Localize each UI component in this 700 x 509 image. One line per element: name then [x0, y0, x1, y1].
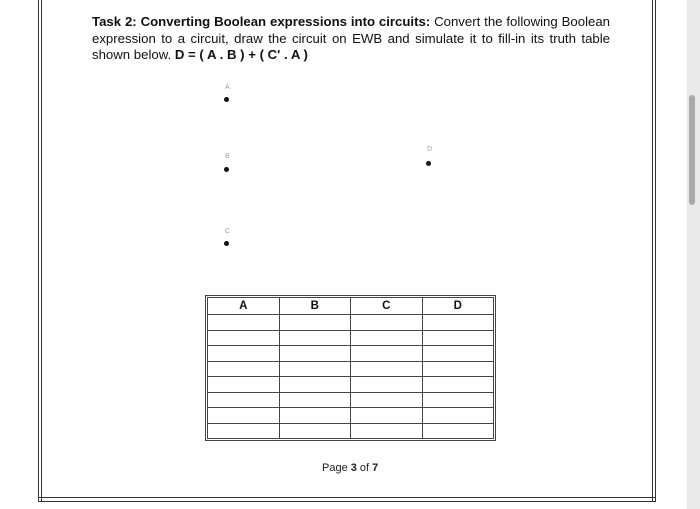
node-d-dot[interactable] [426, 161, 431, 166]
table-row [208, 423, 494, 439]
table-cell[interactable] [422, 315, 494, 331]
table-cell[interactable] [422, 346, 494, 362]
header-b: B [279, 298, 351, 315]
table-cell[interactable] [279, 315, 351, 331]
table-cell[interactable] [279, 408, 351, 424]
table-cell[interactable] [279, 423, 351, 439]
footer-middle: of [356, 462, 373, 474]
table-cell[interactable] [208, 377, 280, 393]
node-c-dot[interactable] [224, 241, 229, 246]
total-page-number: 7 [372, 462, 379, 474]
table-cell[interactable] [422, 361, 494, 377]
table-row [208, 408, 494, 424]
footer-prefix: Page [322, 462, 351, 474]
table-cell[interactable] [351, 377, 423, 393]
table-cell[interactable] [279, 361, 351, 377]
task-paragraph [92, 14, 610, 64]
table-cell[interactable] [351, 361, 423, 377]
table-cell[interactable] [422, 423, 494, 439]
header-c: C [351, 298, 423, 315]
table-cell[interactable] [208, 408, 280, 424]
table-row [208, 361, 494, 377]
table-row [208, 377, 494, 393]
task-body: Convert the following Boolean expression to a circuit, draw the circuit on EWB and simulate it to fill-in its truth table shown below. [92, 14, 610, 62]
table-cell[interactable] [351, 346, 423, 362]
table-cell[interactable] [208, 346, 280, 362]
table-cell[interactable] [422, 377, 494, 393]
table-cell[interactable] [279, 330, 351, 346]
table-cell[interactable] [279, 392, 351, 408]
table-cell[interactable] [351, 392, 423, 408]
current-page-number: 3 [350, 462, 357, 474]
page-border-left [38, 0, 42, 502]
page-border-right [652, 0, 656, 502]
vertical-scrollbar[interactable] [689, 0, 695, 509]
table-cell[interactable] [351, 315, 423, 331]
table-row [208, 315, 494, 331]
node-a-label: A [225, 84, 230, 91]
node-d-label: D [427, 146, 433, 153]
table-row [208, 330, 494, 346]
table-cell[interactable] [208, 423, 280, 439]
node-c-label: C [225, 228, 231, 235]
node-a-dot[interactable] [224, 97, 229, 102]
task-heading: Task 2: Converting Boolean expressions into circuits: [92, 14, 431, 29]
table-cell[interactable] [351, 330, 423, 346]
table-cell[interactable] [208, 361, 280, 377]
table-cell[interactable] [351, 408, 423, 424]
table-cell[interactable] [208, 392, 280, 408]
truth-table [207, 297, 494, 439]
table-cell[interactable] [208, 315, 280, 331]
table-row [208, 346, 494, 362]
page-border-bottom [38, 497, 656, 502]
table-cell[interactable] [422, 408, 494, 424]
table-cell[interactable] [279, 346, 351, 362]
table-cell[interactable] [279, 377, 351, 393]
truth-table-header-row [208, 298, 494, 315]
table-cell[interactable] [351, 423, 423, 439]
table-cell[interactable] [422, 392, 494, 408]
scrollbar-thumb[interactable] [689, 95, 695, 205]
boolean-expression: D = ( A . B ) + ( C' . A ) [174, 47, 308, 62]
header-d: D [422, 298, 494, 315]
table-cell[interactable] [208, 330, 280, 346]
table-cell[interactable] [422, 330, 494, 346]
node-b-label: B [225, 153, 230, 160]
node-b-dot[interactable] [224, 167, 229, 172]
table-row [208, 392, 494, 408]
header-a: A [208, 298, 280, 315]
